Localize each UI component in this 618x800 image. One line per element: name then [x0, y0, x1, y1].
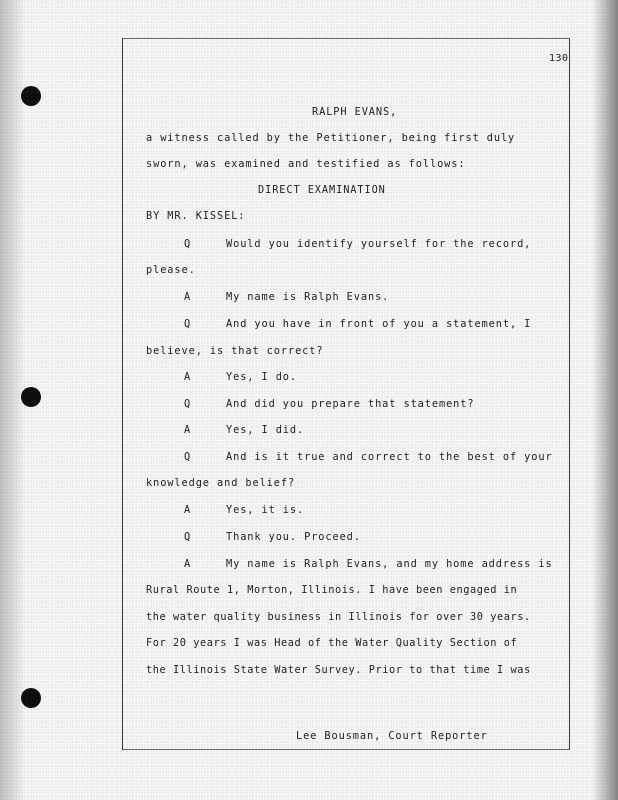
transcript-line: Yes, I do.: [226, 371, 297, 383]
transcript-line: the Illinois State Water Survey. Prior to that time I was: [146, 664, 531, 676]
transcript-line: Rural Route 1, Morton, Illinois. I have been engaged in: [146, 584, 518, 596]
court-reporter-footer: Lee Bousman, Court Reporter: [296, 730, 488, 742]
punch-hole-middle: [21, 387, 41, 407]
scan-right-edge: [592, 0, 618, 800]
transcript-line: And you have in front of you a statement, I: [226, 318, 532, 330]
transcript-line: And is it true and correct to the best of your: [226, 451, 553, 463]
page-number: 130: [549, 53, 569, 64]
section-heading: DIRECT EXAMINATION: [258, 184, 386, 196]
speaker-label: Q: [184, 318, 191, 330]
intro-line: a witness called by the Petitioner, being first duly: [146, 132, 516, 144]
speaker-label: A: [184, 424, 191, 436]
transcript-line: For 20 years I was Head of the Water Quality Section of: [146, 637, 518, 649]
speaker-label: A: [184, 371, 191, 383]
transcript-line: the water quality business in Illinois for over 30 years.: [146, 611, 531, 623]
transcript-line: Would you identify yourself for the record,: [226, 238, 532, 250]
transcript-line: My name is Ralph Evans.: [226, 291, 390, 303]
speaker-label: Q: [184, 238, 191, 250]
speaker-label: A: [184, 291, 191, 303]
transcript-line: please.: [146, 264, 196, 276]
speaker-label: Q: [184, 451, 191, 463]
speaker-label: A: [184, 504, 191, 516]
speaker-label: A: [184, 558, 191, 570]
witness-name: RALPH EVANS,: [312, 106, 398, 118]
transcript-line: knowledge and belief?: [146, 477, 296, 489]
transcript-line: Thank you. Proceed.: [226, 531, 361, 543]
transcript-line: Yes, it is.: [226, 504, 305, 516]
punch-hole-top: [21, 86, 41, 106]
transcript-line: believe, is that correct?: [146, 345, 324, 357]
transcript-line: My name is Ralph Evans, and my home address is: [226, 558, 553, 570]
transcript-line: And did you prepare that statement?: [226, 398, 475, 410]
transcript-line: Yes, I did.: [226, 424, 305, 436]
speaker-label: Q: [184, 398, 191, 410]
punch-hole-bottom: [21, 688, 41, 708]
intro-line: sworn, was examined and testified as follows:: [146, 158, 466, 170]
speaker-label: Q: [184, 531, 191, 543]
examiner-line: BY MR. KISSEL:: [146, 210, 246, 222]
